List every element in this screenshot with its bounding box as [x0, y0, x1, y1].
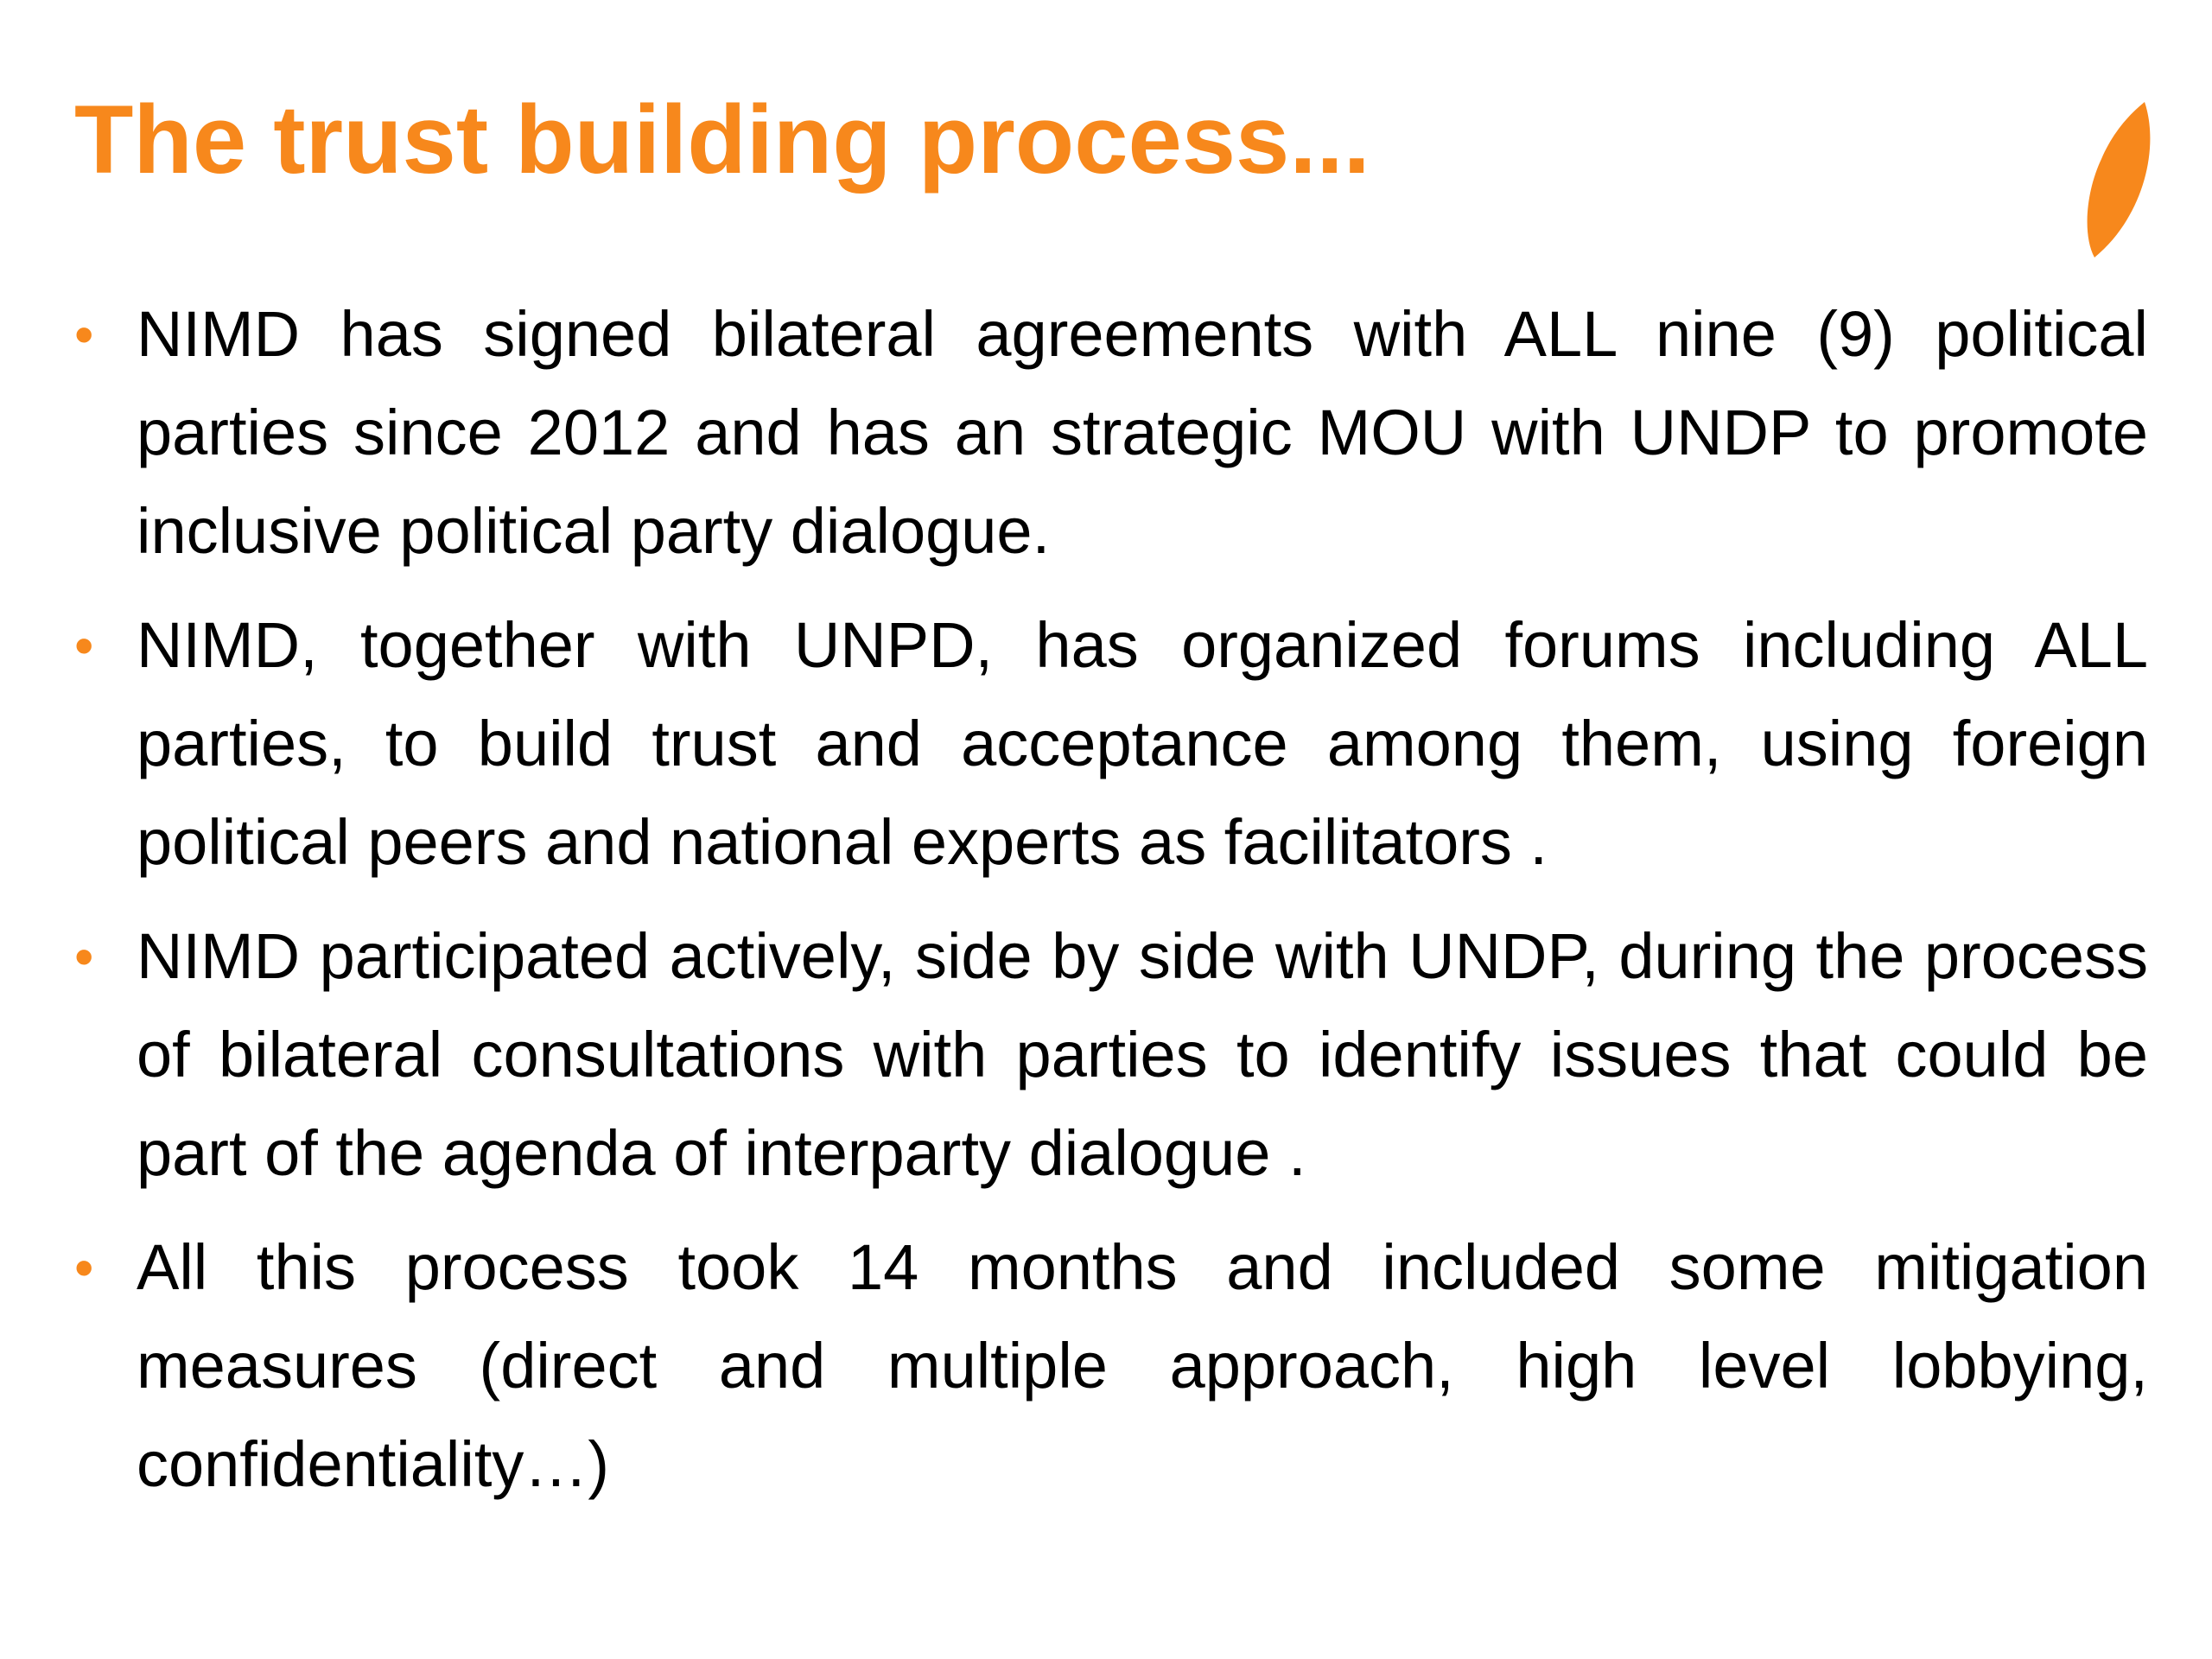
bullet-text: All this process took 14 months and included some mitigation measures (direct and multiple approach, high level lobbying, confidentiality…) [137, 1231, 2148, 1500]
bullet-text: NIMD participated actively, side by side with UNDP, during the process of bilateral consultations with parties to identify issues that could be part of the agenda of interparty dialogue . [137, 920, 2148, 1189]
bullet-marker: • [74, 303, 94, 365]
bullet-text: NIMD, together with UNPD, has organized forums including ALL parties, to build trust and acceptance among them, using foreign political peers and national experts as facilitators . [137, 609, 2148, 878]
bullet-marker: • [74, 1236, 94, 1299]
slide-title: The trust building process... [74, 86, 1370, 194]
bullet-marker: • [74, 614, 94, 677]
bullet-list [74, 285, 2148, 1529]
bullet-text: NIMD has signed bilateral agreements with ALL nine (9) political parties since 2012 and has an strategic MOU with UNDP to promote inclusive political party dialogue. [137, 298, 2148, 567]
leaf-icon [2082, 97, 2152, 261]
bullet-marker: • [74, 925, 94, 988]
bullet-item [74, 285, 2148, 581]
bullet-item [74, 596, 2148, 892]
bullet-item [74, 907, 2148, 1203]
bullet-item [74, 1218, 2148, 1514]
